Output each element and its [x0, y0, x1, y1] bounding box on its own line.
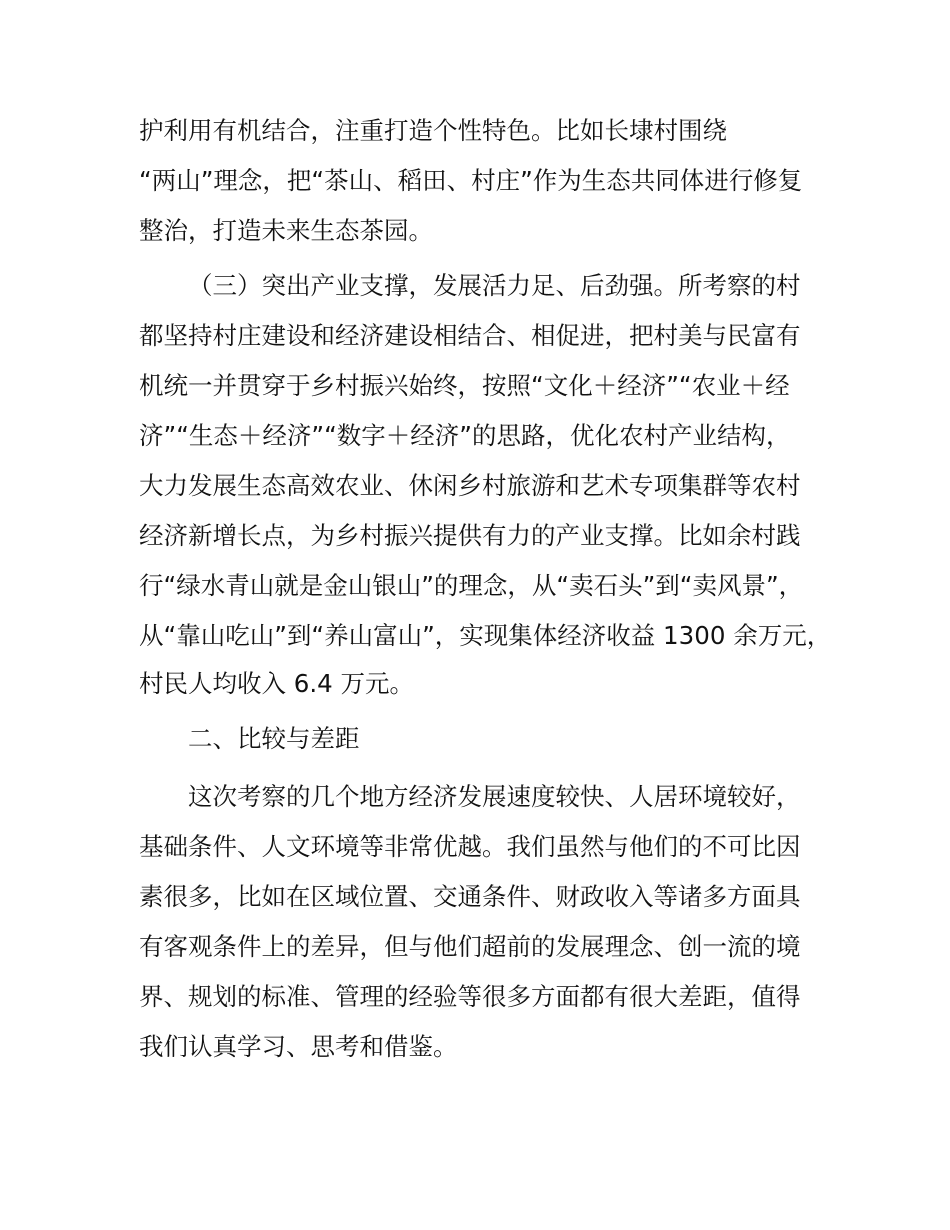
text-line: 行“绿水青山就是金山银山”的理念，从“卖石头”到“卖风景”，	[139, 571, 804, 600]
text-line: 经济新增长点，为乡村振兴提供有力的产业支撑。比如余村践	[139, 521, 801, 550]
text-line: 都坚持村庄建设和经济建设相结合、相促进，把村美与民富有	[139, 321, 801, 350]
text-line: （三）突出产业支撑，发展活力足、后劲强。所考察的村	[188, 271, 801, 300]
text-line: 大力发展生态高效农业、休闲乡村旅游和艺术专项集群等农村	[139, 471, 801, 500]
text-line: 界、规划的标准、管理的经验等很多方面都有很大差距，值得	[139, 982, 801, 1011]
text-line: 我们认真学习、思考和借鉴。	[139, 1032, 458, 1061]
text-line: 有客观条件上的差异，但与他们超前的发展理念、创一流的境	[139, 932, 801, 961]
text-line: 村民人均收入 6.4 万元。	[139, 669, 415, 698]
text-line: 机统一并贯穿于乡村振兴始终，按照“文化＋经济”“农业＋经	[139, 371, 790, 400]
text-line: 济”“生态＋经济”“数字＋经济”的思路，优化农村产业结构，	[139, 421, 791, 450]
text-line: 整治，打造未来生态茶园。	[139, 216, 433, 245]
text-line: 基础条件、人文环境等非常优越。我们虽然与他们的不可比因	[139, 832, 801, 861]
text-line: 从“靠山吃山”到“养山富山”，实现集体经济收益 1300 余万元，	[139, 621, 832, 650]
text-line: 护利用有机结合，注重打造个性特色。比如长埭村围绕	[139, 116, 727, 145]
text-line: 素很多，比如在区域位置、交通条件、财政收入等诸多方面具	[139, 882, 801, 911]
text-line: 这次考察的几个地方经济发展速度较快、人居环境较好，	[188, 782, 801, 811]
section-heading: 二、比较与差距	[188, 724, 360, 753]
text-line: “两山”理念，把“茶山、稻田、村庄”作为生态共同体进行修复	[139, 166, 803, 195]
